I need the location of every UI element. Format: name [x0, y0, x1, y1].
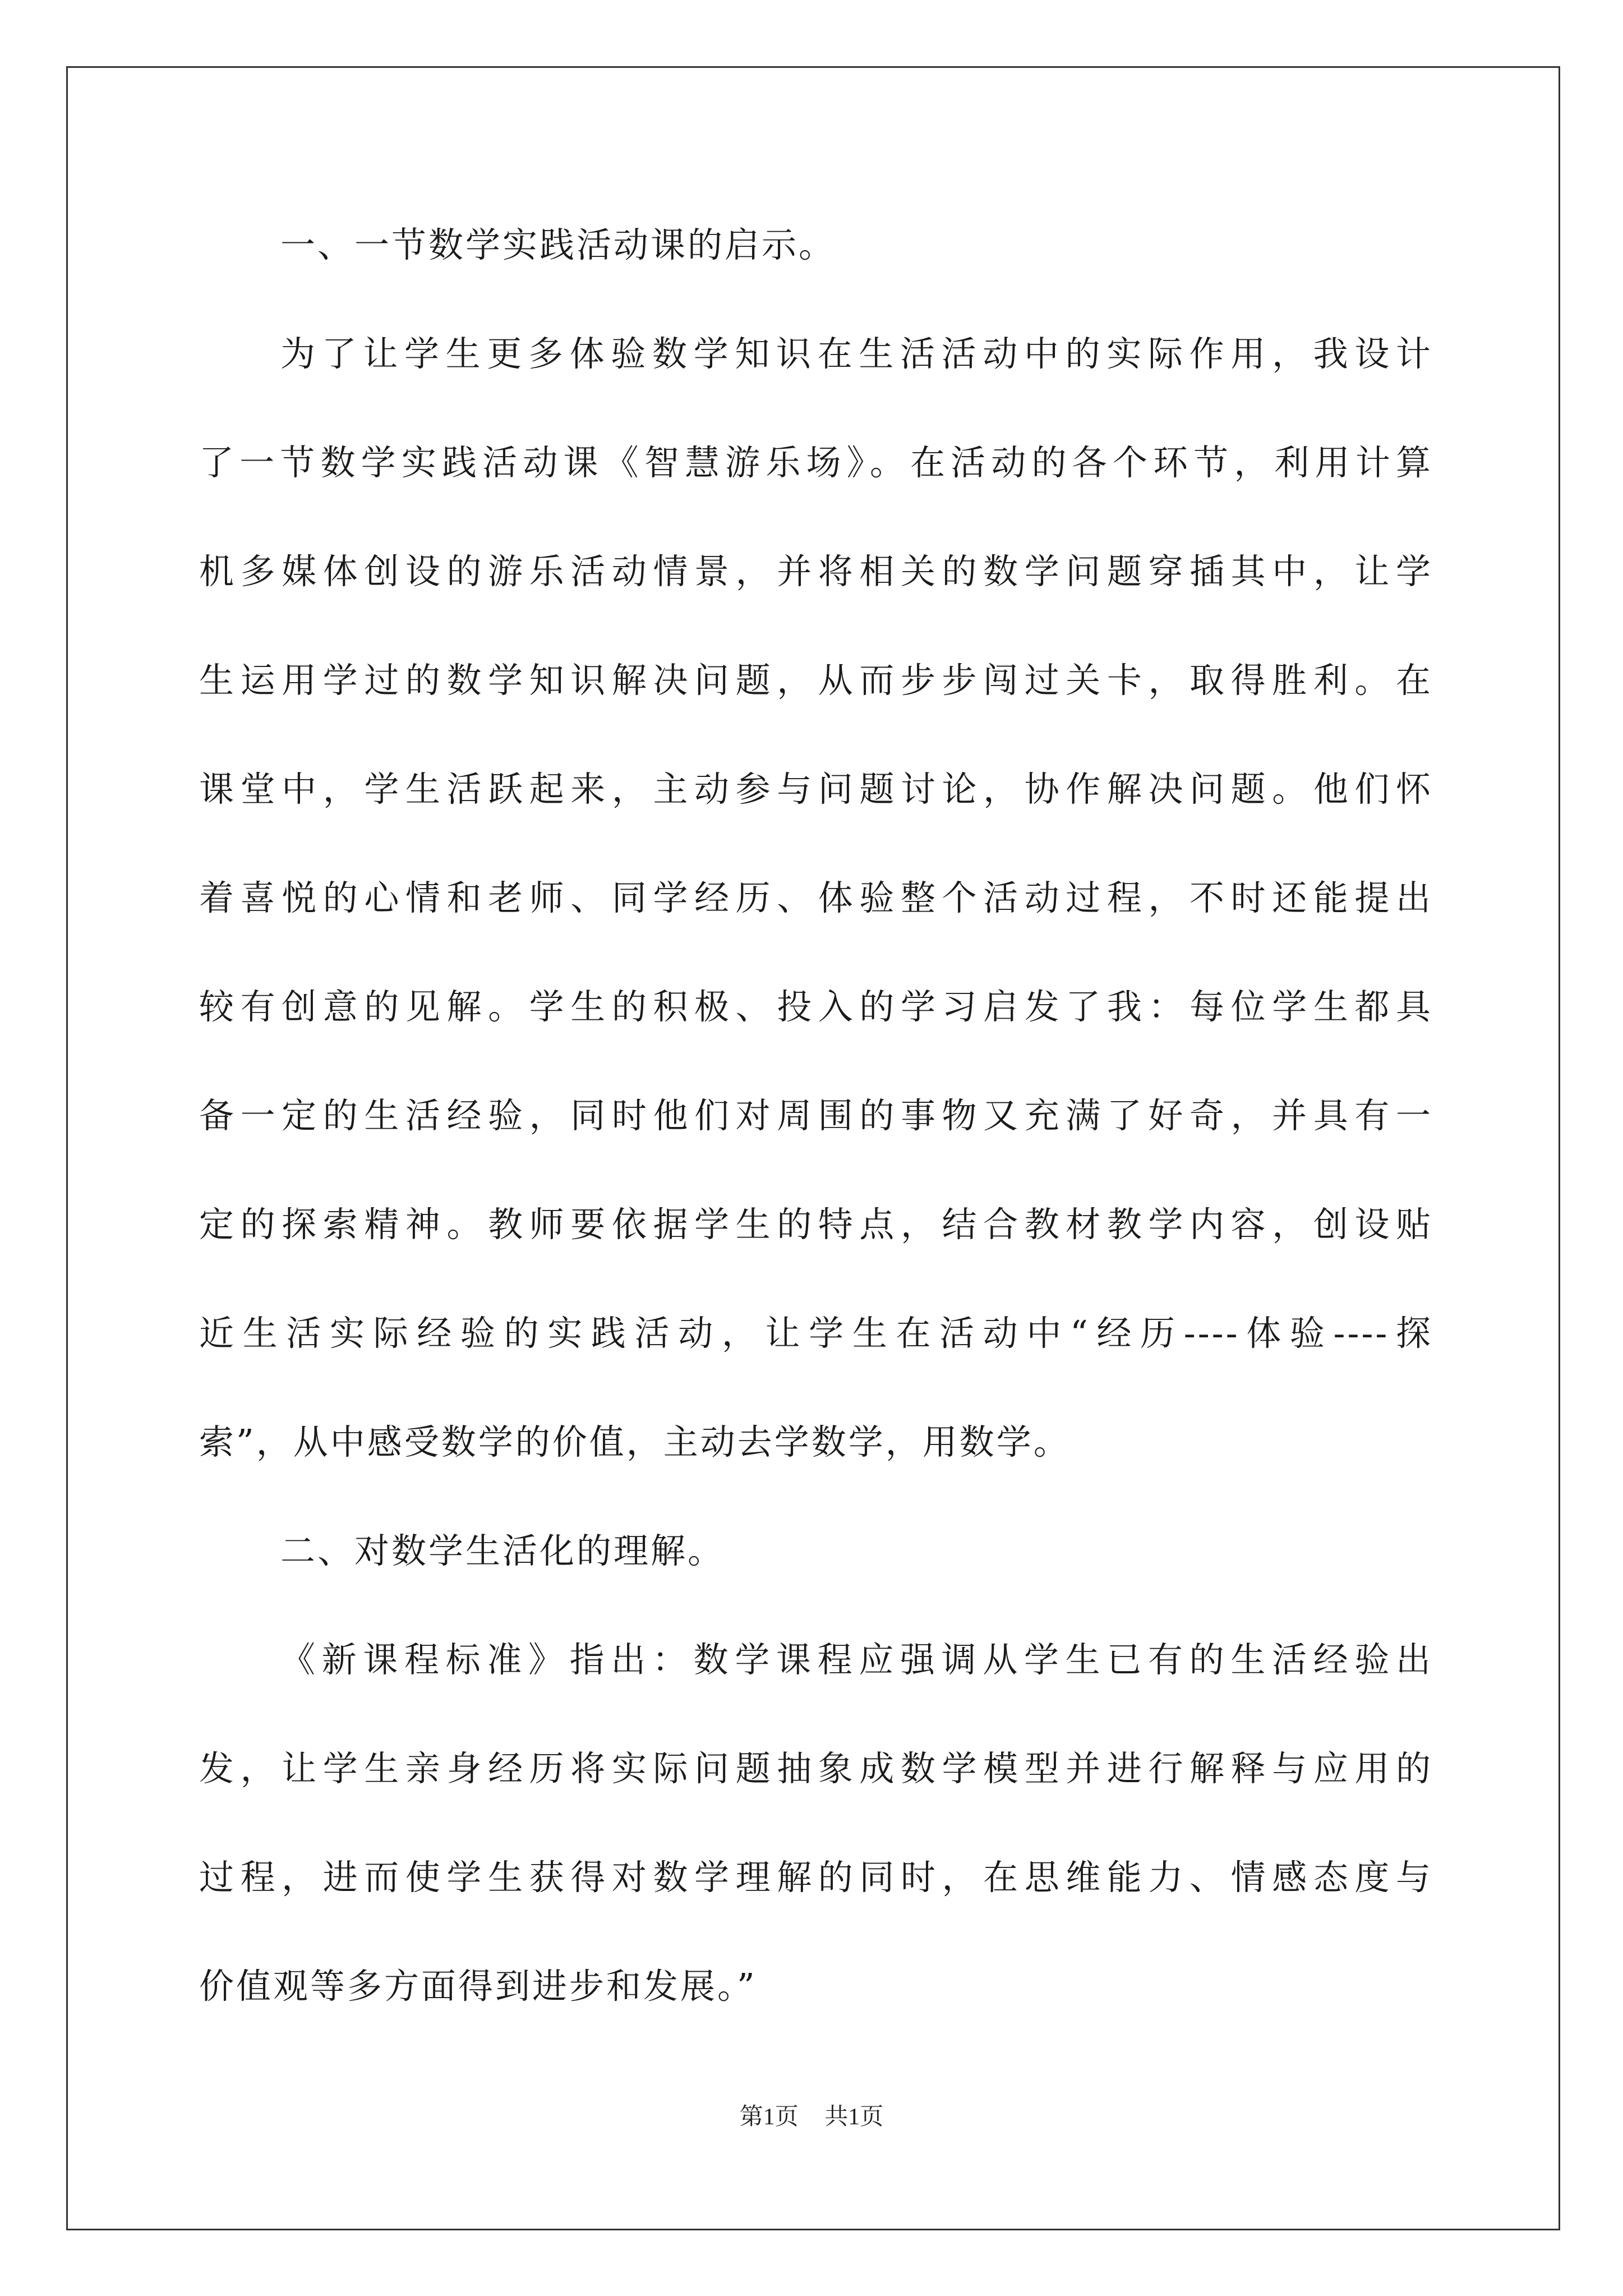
paragraph-line: 机多媒体创设的游乐活动情景，并将相关的数学问题穿插其中，让学 [199, 551, 1433, 592]
paragraph-line: 课堂中，学生活跃起来，主动参与问题讨论，协作解决问题。他们怀 [199, 769, 1433, 809]
heading-2: 二、对数学生活化的理解。 [280, 1530, 725, 1571]
paragraph-line: 近生活实际经验的实践活动，让学生在活动中“经历----体验----探 [199, 1313, 1433, 1354]
paragraph-line: 发，让学生亲身经历将实际问题抽象成数学模型并进行解释与应用的 [199, 1748, 1433, 1789]
paragraph-line: 为了让学生更多体验数学知识在生活活动中的实际作用，我设计 [280, 333, 1433, 374]
paragraph-line: 价值观等多方面得到进步和发展。” [199, 1966, 757, 2007]
paragraph-line: 过程，进而使学生获得对数学理解的同时，在思维能力、情感态度与 [199, 1857, 1433, 1898]
paragraph-line: 较有创意的见解。学生的积极、投入的学习启发了我：每位学生都具 [199, 986, 1433, 1027]
page-footer [0, 2098, 1623, 2132]
paragraph-line: 索”，从中感受数学的价值，主动去学数学，用数学。 [199, 1421, 1071, 1462]
page-total: 共1页 [824, 2104, 884, 2130]
paragraph-line: 生运用学过的数学知识解决问题，从而步步闯过关卡，取得胜利。在 [199, 660, 1433, 701]
paragraph-line: 备一定的生活经验，同时他们对周围的事物又充满了好奇，并具有一 [199, 1095, 1433, 1136]
document-body [199, 191, 1433, 2041]
paragraph-line: 着喜悦的心情和老师、同学经历、体验整个活动过程，不时还能提出 [199, 877, 1433, 918]
paragraph-line: 了一节数学实践活动课《智慧游乐场》。在活动的各个环节，利用计算 [199, 442, 1433, 483]
paragraph-line: 定的探索精神。教师要依据学生的特点，结合教材教学内容，创设贴 [199, 1204, 1433, 1245]
heading-1: 一、一节数学实践活动课的启示。 [280, 224, 836, 265]
page-number: 第1页 [739, 2104, 799, 2130]
paragraph-line: 《新课程标准》指出：数学课程应强调从学生已有的生活经验出 [280, 1639, 1433, 1680]
